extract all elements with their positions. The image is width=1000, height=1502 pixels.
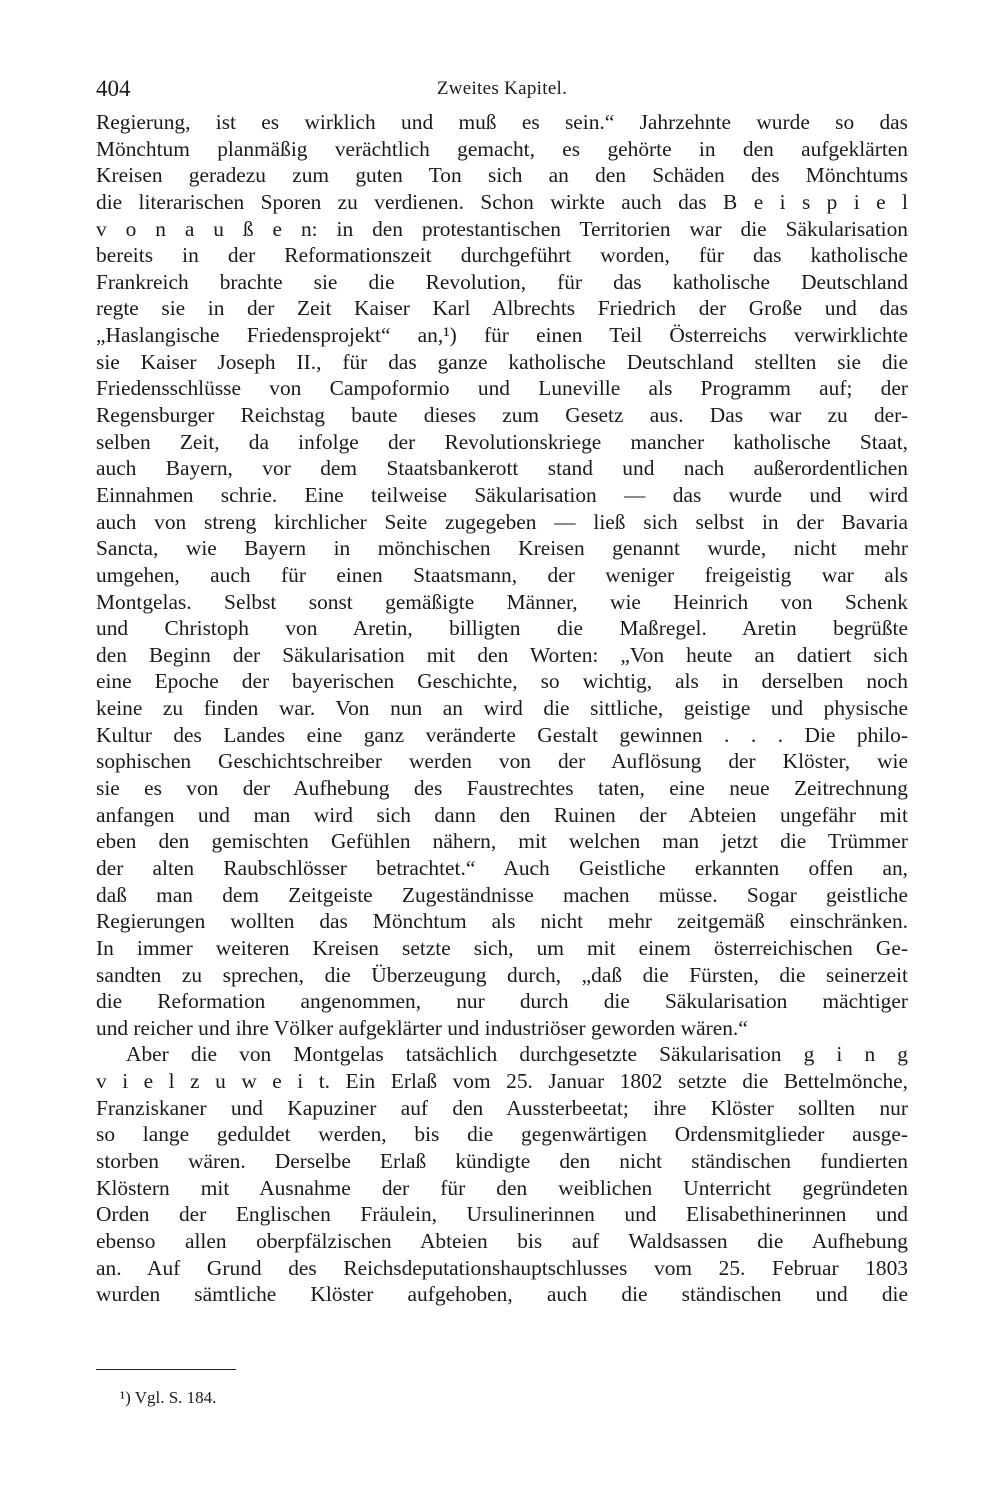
text-line: In immer weiteren Kreisen setzte sich, um mit einem österreichischen Ge- [96,935,908,960]
text-line: Kultur des Landes eine ganz veränderte Gestalt gewinnen . . . Die philo- [96,722,908,747]
text-line: Montgelas. Selbst sonst gemäßigte Männer, wie Heinrich von Schenk [96,589,908,614]
text-line: v o n a u ß e n: in den protestantischen Territorien war die Säkularisation [96,216,908,241]
text-line: und reicher und ihre Völker aufgeklärter und industriöser geworden wären.“ [96,1015,748,1040]
page-number: 404 [96,76,131,101]
text-line: bereits in der Reformationszeit durchgeführt worden, für das katholische [96,243,908,268]
text-line: Regensburger Reichstag baute dieses zum Gesetz aus. Das war zu der- [96,403,908,428]
text-line: die literarischen Sporen zu verdienen. Schon wirkte auch das B e i s p i e l [96,189,908,214]
text-line: Aber die von Montgelas tatsächlich durchgesetzte Säkularisation g i n g [126,1042,908,1067]
text-line: sie es von der Aufhebung des Faustrechtes taten, eine neue Zeitrechnung [96,776,908,801]
text-line: sophischen Geschichtschreiber werden von der Auflösung der Klöster, wie [96,749,908,774]
text-line: Franziskaner und Kapuziner auf den Aussterbeetat; ihre Klöster sollten nur [96,1095,908,1120]
text-line: Regierungen wollten das Mönchtum als nicht mehr zeitgemäß einschränken. [96,909,908,934]
text-line: Orden der Englischen Fräulein, Ursulinerinnen und Elisabethinerinnen und [96,1202,908,1227]
text-line: Sancta, wie Bayern in mönchischen Kreisen genannt wurde, nicht mehr [96,536,908,561]
page-content [96,76,908,1308]
text-line: auch Bayern, vor dem Staatsbankerott stand und nach außerordentlichen [96,456,908,481]
text-line: ebenso allen oberpfälzischen Abteien bis auf Waldsassen die Aufhebung [96,1228,908,1253]
text-line: daß man dem Zeitgeiste Zugeständnisse machen müsse. Sogar geistliche [96,882,908,907]
page-header [96,76,908,106]
text-line: auch von streng kirchlicher Seite zugegeben — ließ sich selbst in der Bavaria [96,509,908,534]
text-line: Kreisen geradezu zum guten Ton sich an den Schäden des Mönchtums [96,163,908,188]
text-line: Klöstern mit Ausnahme der für den weiblichen Unterricht gegründeten [96,1175,908,1200]
text-line: die Reformation angenommen, nur durch die Säkularisation mächtiger [96,989,908,1014]
text-line: v i e l z u w e i t. Ein Erlaß vom 25. Januar 1802 setzte die Bettelmönche, [96,1069,908,1094]
running-head: Zweites Kapitel. [436,78,568,99]
text-line: Einnahmen schrie. Eine teilweise Säkularisation — das wurde und wird [96,482,908,507]
text-line: an. Auf Grund des Reichsdeputationshauptschlusses vom 25. Februar 1803 [96,1255,908,1280]
text-line: „Haslangische Friedensprojekt“ an,¹) für einen Teil Österreichs verwirklichte [96,323,908,348]
body-text [96,109,908,1308]
text-line: Regierung, ist es wirklich und muß es sein.“ Jahrzehnte wurde so das [96,110,908,134]
text-line: anfangen und man wird sich dann den Ruinen der Abteien ungefähr mit [96,802,908,827]
footnote: ¹) Vgl. S. 184. [120,1388,217,1407]
text-line: so lange geduldet werden, bis die gegenwärtigen Ordensmitglieder ausge- [96,1122,908,1147]
text-line: storben wären. Derselbe Erlaß kündigte den nicht ständischen fundierten [96,1148,908,1173]
text-line: Mönchtum planmäßig verächtlich gemacht, es gehörte in den aufgeklärten [96,136,908,161]
footnote-divider [96,1369,236,1370]
text-line: eben den gemischten Gefühlen nähern, mit welchen man jetzt die Trümmer [96,829,908,854]
text-line: keine zu finden war. Von nun an wird die sittliche, geistige und physische [96,696,908,721]
text-line: umgehen, auch für einen Staatsmann, der weniger freigeistig war als [96,562,908,587]
text-line: eine Epoche der bayerischen Geschichte, so wichtig, als in derselben noch [96,669,908,694]
text-line: sie Kaiser Joseph II., für das ganze katholische Deutschland stellten sie die [96,349,908,374]
text-line: sandten zu sprechen, die Überzeugung durch, „daß die Fürsten, die seinerzeit [96,962,908,987]
text-line: Frankreich brachte sie die Revolution, für das katholische Deutschland [96,269,908,294]
text-line: der alten Raubschlösser betrachtet.“ Auch Geistliche erkannten offen an, [96,855,908,880]
text-line: und Christoph von Aretin, billigten die Maßregel. Aretin begrüßte [96,616,908,641]
text-line: regte sie in der Zeit Kaiser Karl Albrechts Friedrich der Große und das [96,296,908,321]
text-line: Friedensschlüsse von Campoformio und Luneville als Programm auf; der [96,376,908,401]
text-line: wurden sämtliche Klöster aufgehoben, auch die ständischen und die [96,1282,908,1307]
text-line: den Beginn der Säkularisation mit den Worten: „Von heute an datiert sich [96,642,908,667]
text-line: selben Zeit, da infolge der Revolutionskriege mancher katholische Staat, [96,429,908,454]
